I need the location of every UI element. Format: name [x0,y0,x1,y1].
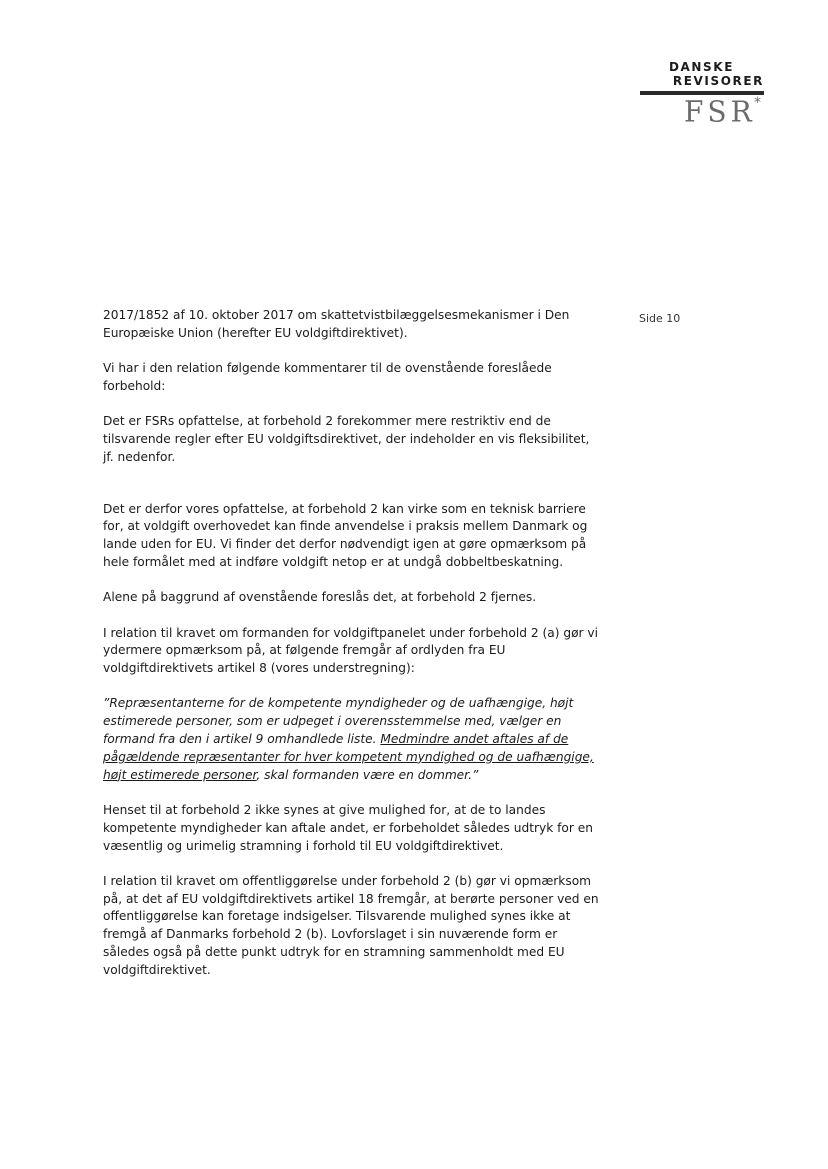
paragraph-5: Alene på baggrund af ovenstående foreslås det, at forbehold 2 fjernes. [103,590,537,605]
paragraph-3: Det er FSRs opfattelse, at forbehold 2 forekommer mere restriktiv end de tilsvarende regler efter EU voldgiftsdirektivet, der indeholder en vis fleksibilitet, jf. nedenfor. [103,414,590,464]
logo-text-revisorer: REVISORER [672,74,764,88]
paragraph-4: Det er derfor vores opfattelse, at forbehold 2 kan virke som en teknisk barriere for, at voldgift overhovedet kan finde anvendelse i praksis mellem Danmark og lande uden for EU. Vi finder det derfor nødvendigt igen at gøre opmærksom på hele formålet med at indføre voldgift netop er at undgå dobbeltbeskatning. [103,501,588,569]
quote-text-end: , skal formanden være en dommer.” [256,767,479,782]
paragraph-2: Vi har i den relation følgende kommentarer til de ovenstående foreslåede forbehold: [103,361,552,393]
logo-text-danske: DANSKE [668,60,734,74]
letter-body [103,307,601,980]
quote-article-8 [103,695,601,784]
quote-underlined-text: Medmindre andet aftales af de pågældende repræsentanter for hver kompetent myndighed og de uafhængige, højt estimerede personer [103,732,594,782]
logo-mark-fsr: FSR [684,94,756,129]
fsr-logo [636,58,766,128]
paragraph-7: Henset til at forbehold 2 ikke synes at give mulighed for, at de to landes kompetente myndigheder kan aftale andet, er forbeholdet således udtryk for en væsentlig og urimelig stramning i forhold til EU voldgiftdirektivet. [103,802,593,853]
paragraph-8: I relation til kravet om offentliggørelse under forbehold 2 (b) gør vi opmærksom på, at det af EU voldgiftdirektivets artikel 18 fremgår, at berørte personer ved en offentliggørelse kan foretage indsigelser. Tilsvarende mulighed synes ikke at fremgå af Danmarks forbehold 2 (b). Lovforslaget i sin nuværende form er således også på dette punkt udtryk for en stramning sammenholdt med EU voldgiftdirektivet. [103,873,599,977]
page-number: Side 10 [639,312,681,325]
paragraph-6: I relation til kravet om formanden for voldgiftpanelet under forbehold 2 (a) gør vi ydermere opmærksom på, at følgende fremgår af ordlyden fra EU voldgiftdirektivets artikel 8 (vores understregning): [103,625,599,676]
quote-text-start: ”Repræsentanterne for de kompetente myndigheder og de uafhængige, højt estimerede personer, som er udpeget i overensstemmelse med, vælger en formand fra den i artikel 9 omhandlede liste. [103,696,574,747]
paragraph-1: 2017/1852 af 10. oktober 2017 om skattetvistbilæggelsesmekanismer i Den Europæiske Union (herefter EU voldgiftdirektivet). [103,308,570,340]
logo-star-icon: * [754,95,761,111]
